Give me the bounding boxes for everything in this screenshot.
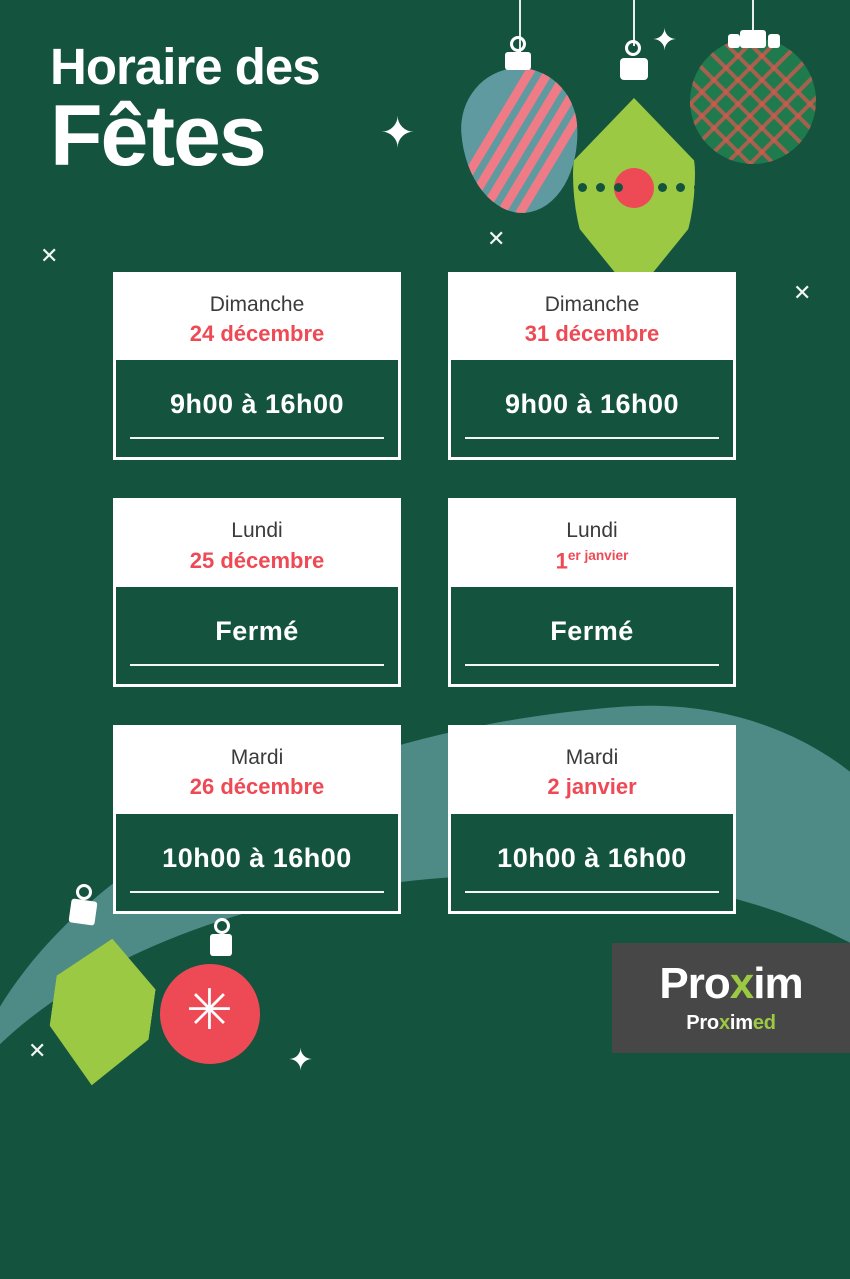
green-ornament-bottom-icon	[42, 932, 162, 1092]
schedule-card-hours: 10h00 à 16h00	[162, 842, 352, 873]
ornament-ring-bottom-red-icon	[214, 918, 230, 934]
schedule-card-underline	[130, 664, 384, 666]
schedule-card-day: Mardi	[565, 746, 619, 770]
ornament-cap-teal-icon	[505, 52, 531, 70]
schedule-card-day: Dimanche	[209, 293, 305, 316]
brand-logo-primary: Proxim	[659, 958, 803, 1008]
schedule-card-header	[451, 501, 733, 587]
brand-logo	[612, 943, 850, 1053]
sparkle-icon: ✦	[652, 24, 678, 57]
schedule-card-date: 31 décembre	[524, 321, 660, 347]
ornament-cap-green-icon	[620, 58, 648, 80]
schedule-card-header	[116, 501, 398, 586]
ornament-cap-bottom-red-icon	[210, 934, 232, 956]
red-ball-sparkle-icon: ✳	[186, 978, 233, 1041]
cross-decoration-icon: ✕	[487, 226, 506, 251]
schedule-card-day: Lundi	[231, 519, 283, 543]
schedule-card-date: 26 décembre	[189, 774, 325, 800]
schedule-card-date: 24 décembre	[189, 321, 325, 347]
schedule-card-header	[116, 275, 398, 360]
schedule-card-header	[451, 728, 733, 813]
sparkle-icon: ✦	[288, 1044, 314, 1077]
schedule-card-underline	[130, 891, 384, 893]
schedule-card-hours: 10h00 à 16h00	[497, 842, 687, 873]
page-title	[50, 38, 320, 184]
ornament-ring-bottom-green-icon	[76, 884, 92, 900]
schedule-card	[448, 498, 736, 687]
green-ornament-dots-right	[658, 183, 703, 192]
green-check-ball-ornament-icon	[690, 38, 816, 164]
sparkle-icon: ✦	[380, 109, 416, 156]
schedule-card-date: 25 décembre	[189, 547, 325, 573]
ornament-ring-green-icon	[625, 40, 641, 56]
cross-decoration-icon: ✕	[40, 243, 59, 268]
schedule-card	[113, 725, 401, 913]
cross-decoration-icon: ✕	[28, 1038, 47, 1063]
ornament-cap-ball-right-icon	[768, 34, 780, 48]
teal-striped-ornament-icon	[457, 64, 583, 217]
schedule-card-header	[116, 728, 398, 813]
schedule-card-day: Mardi	[230, 746, 284, 770]
ornament-ring-teal-icon	[510, 36, 526, 52]
schedule-card-date: 2 janvier	[547, 774, 637, 800]
schedule-card-hours: 9h00 à 16h00	[169, 389, 345, 420]
schedule-card-day: Lundi	[566, 519, 618, 543]
schedule-card-grid	[113, 272, 738, 914]
schedule-card-body	[116, 814, 398, 911]
schedule-card-hours: Fermé	[550, 616, 634, 647]
ornament-cap-ball-left-icon	[728, 34, 740, 48]
title-line-2: Fêtes	[50, 87, 265, 184]
schedule-card-body	[451, 360, 733, 457]
schedule-card	[448, 272, 736, 460]
green-ornament-dots-left	[578, 183, 623, 192]
schedule-card-underline	[130, 437, 384, 439]
schedule-card-header	[451, 275, 733, 360]
schedule-card-body	[451, 587, 733, 684]
title-line-1: Horaire des	[50, 38, 320, 95]
schedule-card-underline	[465, 437, 719, 439]
schedule-card-date: $1^{er janvier}$	[555, 547, 629, 573]
schedule-card	[113, 498, 401, 687]
schedule-card	[113, 272, 401, 460]
schedule-card-body	[116, 360, 398, 457]
schedule-card-day: Dimanche	[544, 293, 640, 316]
cross-decoration-icon: ✕	[793, 280, 812, 305]
schedule-card	[448, 725, 736, 913]
schedule-card-underline	[465, 891, 719, 893]
schedule-card-hours: Fermé	[215, 615, 299, 646]
schedule-card-underline	[465, 664, 719, 666]
schedule-card-body	[116, 587, 398, 684]
ornament-cap-bottom-green-icon	[68, 898, 97, 925]
schedule-card-body	[451, 814, 733, 911]
schedule-card-hours: 9h00 à 16h00	[504, 389, 680, 420]
brand-logo-secondary: Proximed	[686, 1011, 776, 1034]
ornament-cap-ball-icon	[740, 30, 766, 48]
